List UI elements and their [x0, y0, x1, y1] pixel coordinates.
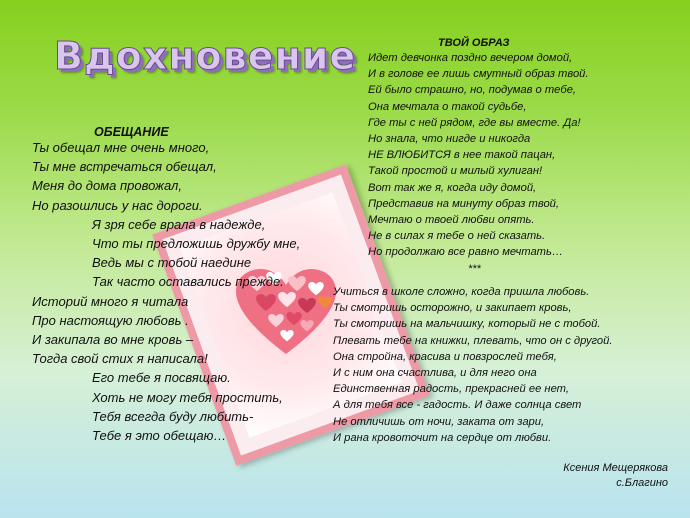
poem-line: Идет девчонка поздно вечером домой, [368, 52, 573, 64]
poem-uchitsya-v-shkole [333, 284, 613, 446]
poem-line: Но продолжаю все равно мечтать… [368, 246, 564, 259]
poem-line: Не в силах я тебе о ней сказать. [368, 230, 546, 243]
page-title: Вдохновение [54, 34, 357, 78]
poem-line: Его тебе я посвящаю. [92, 370, 231, 386]
poem-tvoy-obraz [368, 36, 589, 277]
poem-line: Тебе я это обещаю… [92, 428, 227, 444]
poem-line: Ты обещал мне очень много, [32, 140, 210, 155]
author-signature [563, 461, 668, 491]
poem-line: Меня до дома провожал, [32, 178, 182, 194]
poem-line: Хоть не могу тебя простить, [92, 389, 283, 405]
poem-line: Ты смотришь на мальчишку, который не с тобой. [333, 318, 601, 331]
poem-title: ТВОЙ ОБРАЗ [438, 37, 510, 49]
poem-line: Единственная радость, прекрасней ее нет, [333, 383, 569, 396]
poem-line: Мечтаю о твоей любви опять. [368, 214, 535, 227]
poem-line: Тогда свой стих я написала! [32, 351, 208, 367]
poem-line: Она стройна, красива и повзрослей тебя, [333, 350, 557, 363]
poem-line: Где ты с ней рядом, где вы вместе. Да! [368, 116, 581, 129]
poem-line: Ей было страшно, но, подумав о тебе, [368, 84, 577, 97]
author-name: Ксения Мещерякова [563, 462, 668, 474]
poem-title: ОБЕЩАНИЕ [94, 125, 169, 139]
poem-line: Но знала, что нигде и никогда [368, 133, 531, 146]
poem-line: Я зря себе врала в надежде, [92, 216, 266, 232]
poem-line: Ты смотришь осторожно, и закипает кровь, [333, 302, 572, 315]
author-school: с.Благино [616, 477, 668, 489]
poem-line: А для тебя все - гадость. И даже солнца свет [333, 399, 582, 412]
poem-line: Про настоящую любовь . [32, 312, 189, 328]
poem-line: Историй много я читала [32, 293, 189, 309]
poem-line: Представив на минуту образ твой, [368, 197, 560, 210]
poem-line: Ты мне встречаться обещал, [32, 159, 217, 175]
poem-line: И закипала во мне кровь – [32, 332, 194, 348]
poem-line: Вот так же я, когда иду домой, [368, 181, 537, 194]
poem-separator: *** [468, 262, 481, 275]
poem-line: Так часто оставались прежде. [92, 274, 284, 290]
poem-line: Учиться в школе сложно, когда пришла любовь. [333, 286, 590, 298]
poem-line: Не отличишь от ночи, заката от зари, [333, 415, 545, 428]
poem-line: И рана кровоточит на сердце от любви. [333, 431, 552, 444]
poem-obeshchanie [32, 125, 300, 445]
poem-line: Тебя всегда буду любить- [92, 408, 254, 424]
poem-line: Она мечтала о такой судьбе, [368, 100, 527, 113]
poem-line: И в голове ее лишь смутный образ твой. [368, 68, 589, 81]
poem-line: Что ты предложишь дружбу мне, [92, 236, 301, 252]
poem-line: И с ним она счастлива, и для него она [333, 367, 537, 380]
poem-line: Ведь мы с тобой наедине [92, 255, 252, 271]
poem-line: Такой простой и милый хулиган! [368, 165, 543, 178]
poem-line: Но разошлись у нас дороги. [32, 197, 203, 213]
poem-line: НЕ ВЛЮБИТСЯ в нее такой пацан, [368, 149, 556, 162]
poem-line: Плевать тебе на книжки, плевать, что он с другой. [333, 334, 613, 347]
